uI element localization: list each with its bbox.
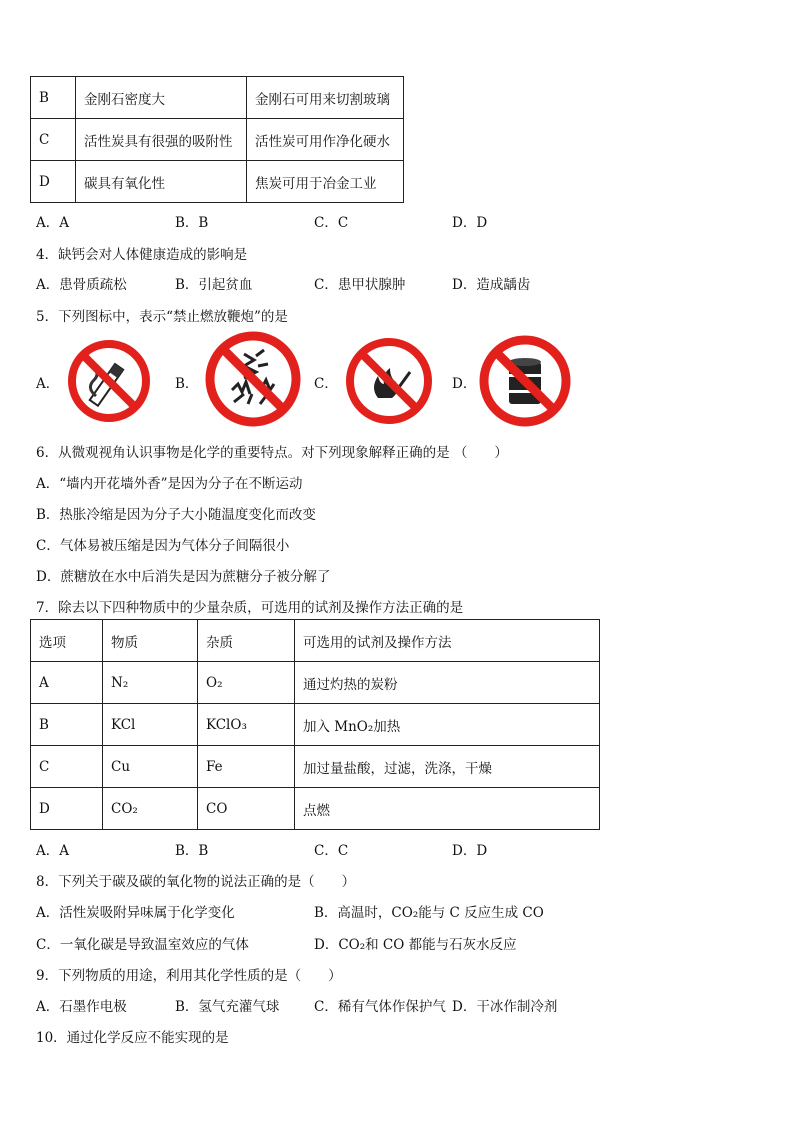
q5-option-d-label[interactable]: D． bbox=[452, 376, 477, 392]
q7-table bbox=[30, 619, 600, 830]
row-property: 活性炭具有很强的吸附性 bbox=[76, 119, 247, 161]
no-fireworks-icon[interactable] bbox=[204, 330, 302, 428]
q7-stem: 7．除去以下四种物质中的少量杂质，可选用的试剂及操作方法正确的是 bbox=[36, 600, 464, 616]
row-label: C bbox=[31, 119, 76, 161]
header-impurity: 杂质 bbox=[198, 620, 295, 662]
no-flammable-storage-icon[interactable] bbox=[478, 334, 572, 428]
q3-option-a[interactable]: A．A bbox=[36, 215, 69, 231]
row-label: B bbox=[31, 704, 103, 746]
row-label: B bbox=[31, 77, 76, 119]
q8-option-a[interactable]: A．活性炭吸附异味属于化学变化 bbox=[36, 905, 235, 921]
row-impurity: KClO₃ bbox=[198, 704, 295, 746]
row-use: 焦炭可用于冶金工业 bbox=[247, 161, 404, 203]
row-property: 碳具有氧化性 bbox=[76, 161, 247, 203]
q6-option-d[interactable]: D．蔗糖放在水中后消失是因为蔗糖分子被分解了 bbox=[36, 569, 331, 585]
row-substance: CO₂ bbox=[103, 788, 198, 830]
q10-stem: 10．通过化学反应不能实现的是 bbox=[36, 1030, 229, 1046]
no-open-flame-icon[interactable] bbox=[344, 336, 434, 426]
row-method: 加过量盐酸，过滤，洗涤，干燥 bbox=[295, 746, 600, 788]
q3-table bbox=[30, 76, 404, 203]
row-method: 加入 MnO₂加热 bbox=[295, 704, 600, 746]
q4-option-d[interactable]: D．造成龋齿 bbox=[452, 277, 531, 293]
q8-option-b[interactable]: B．高温时，CO₂能与 C 反应生成 CO bbox=[314, 905, 544, 921]
q7-option-c[interactable]: C．C bbox=[314, 843, 349, 859]
q8-option-d[interactable]: D．CO₂和 CO 都能与石灰水反应 bbox=[314, 937, 517, 953]
q7-header-row bbox=[31, 620, 600, 662]
q7-row-d bbox=[31, 788, 600, 830]
header-option: 选项 bbox=[31, 620, 103, 662]
q7-row-a bbox=[31, 662, 600, 704]
q9-option-c[interactable]: C．稀有气体作保护气 bbox=[314, 999, 446, 1015]
q3-row-d bbox=[31, 161, 404, 203]
row-impurity: O₂ bbox=[198, 662, 295, 704]
row-substance: Cu bbox=[103, 746, 198, 788]
row-impurity: Fe bbox=[198, 746, 295, 788]
q4-option-a[interactable]: A．患骨质疏松 bbox=[36, 277, 127, 293]
row-property: 金刚石密度大 bbox=[76, 77, 247, 119]
row-label: C bbox=[31, 746, 103, 788]
row-use: 金刚石可用来切割玻璃 bbox=[247, 77, 404, 119]
row-substance: N₂ bbox=[103, 662, 198, 704]
row-method: 通过灼热的炭粉 bbox=[295, 662, 600, 704]
q3-row-b bbox=[31, 77, 404, 119]
q6-option-c[interactable]: C．气体易被压缩是因为气体分子间隔很小 bbox=[36, 538, 290, 554]
q7-option-d[interactable]: D．D bbox=[452, 843, 488, 859]
q4-option-c[interactable]: C．患甲状腺肿 bbox=[314, 277, 406, 293]
q7-option-a[interactable]: A．A bbox=[36, 843, 69, 859]
row-label: D bbox=[31, 161, 76, 203]
q8-option-c[interactable]: C．一氧化碳是导致温室效应的气体 bbox=[36, 937, 249, 953]
q5-option-b-label[interactable]: B． bbox=[175, 376, 199, 392]
row-method: 点燃 bbox=[295, 788, 600, 830]
row-impurity: CO bbox=[198, 788, 295, 830]
q4-stem: 4．缺钙会对人体健康造成的影响是 bbox=[36, 247, 248, 263]
q5-stem: 5．下列图标中，表示“禁止燃放鞭炮”的是 bbox=[36, 309, 288, 325]
row-use: 活性炭可用作净化硬水 bbox=[247, 119, 404, 161]
q3-option-c[interactable]: C．C bbox=[314, 215, 349, 231]
q6-option-b[interactable]: B．热胀冷缩是因为分子大小随温度变化而改变 bbox=[36, 507, 316, 523]
q3-option-b[interactable]: B．B bbox=[175, 215, 209, 231]
no-smoking-icon[interactable] bbox=[66, 338, 152, 424]
q7-option-b[interactable]: B．B bbox=[175, 843, 209, 859]
q8-stem: 8．下列关于碳及碳的氧化物的说法正确的是（ ） bbox=[36, 874, 356, 890]
row-label: D bbox=[31, 788, 103, 830]
row-substance: KCl bbox=[103, 704, 198, 746]
q5-option-c-label[interactable]: C． bbox=[314, 376, 338, 392]
q5-option-a-label[interactable]: A． bbox=[36, 376, 60, 392]
header-method: 可选用的试剂及操作方法 bbox=[295, 620, 600, 662]
q4-option-b[interactable]: B．引起贫血 bbox=[175, 277, 253, 293]
q6-stem: 6．从微观视角认识事物是化学的重要特点。对下列现象解释正确的是 （ ） bbox=[36, 445, 508, 461]
q3-option-d[interactable]: D．D bbox=[452, 215, 488, 231]
q9-option-b[interactable]: B．氢气充灌气球 bbox=[175, 999, 280, 1015]
q9-option-d[interactable]: D．干冰作制冷剂 bbox=[452, 999, 558, 1015]
q7-row-b bbox=[31, 704, 600, 746]
q9-option-a[interactable]: A．石墨作电极 bbox=[36, 999, 127, 1015]
row-label: A bbox=[31, 662, 103, 704]
q9-stem: 9．下列物质的用途，利用其化学性质的是（ ） bbox=[36, 968, 342, 984]
header-substance: 物质 bbox=[103, 620, 198, 662]
q3-row-c bbox=[31, 119, 404, 161]
q7-row-c bbox=[31, 746, 600, 788]
q6-option-a[interactable]: A．“墙内开花墙外香”是因为分子在不断运动 bbox=[36, 476, 303, 492]
